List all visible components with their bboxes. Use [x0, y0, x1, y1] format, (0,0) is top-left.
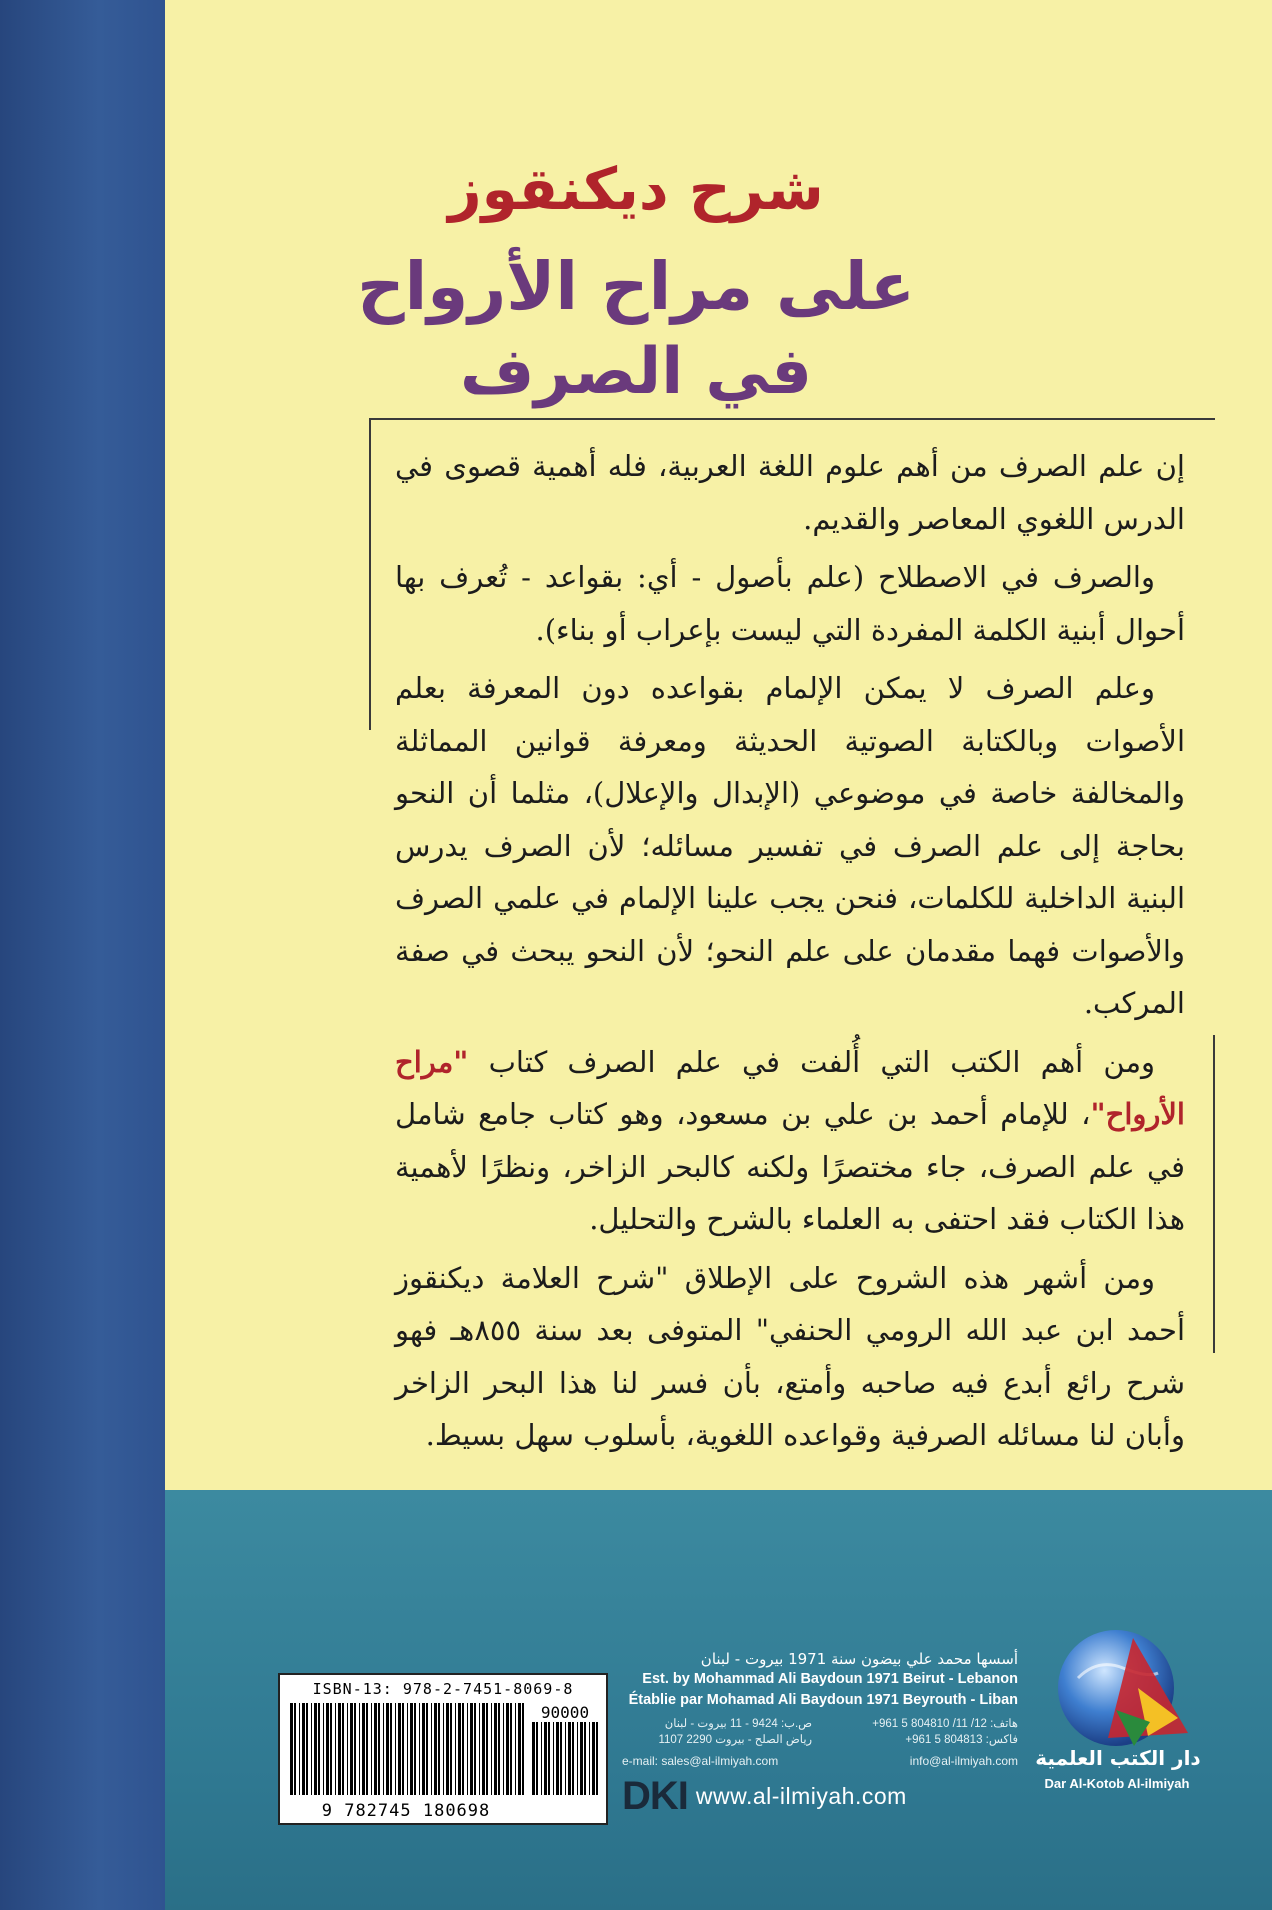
phone-text: هاتف: 12/ 11/ 804810 5 961+ [872, 1718, 1018, 1730]
addon-number: 90000 [532, 1703, 598, 1722]
blurb-paragraph: ومن أشهر هذه الشروح على الإطلاق "شرح العلامة ديكنقوز أحمد ابن عبد الله الرومي الحنفي" المتوفى بعد سنة ٨٥٥هـ فهو شرح رائع أبدع فيه صاحبه وأمتع، بأن فسر لنا هذا البحر الزاخر وأبان لنا مسائله الصرفية وقواعده اللغوية، بأسلوب سهل بسيط. [395, 1260, 1186, 1452]
ean-number: 9 782745 180698 [284, 1801, 528, 1821]
blurb-paragraph: إن علم الصرف من أهم علوم اللغة العربية، فله أهمية قصوى في الدرس اللغوي المعاصر والقديم. [395, 449, 1185, 536]
riad-text: رياض الصلح - بيروت 2290 1107 [658, 1734, 813, 1746]
publisher-info [622, 1650, 1018, 1819]
blurb-paragraph [395, 1036, 1185, 1246]
publisher-name-english: Dar Al-Kotob Al-ilmiyah [1044, 1776, 1190, 1791]
publisher-name-arabic: دار الكتب العلمية [1035, 1746, 1201, 1770]
website-link[interactable]: www.al-ilmiyah.com [695, 1783, 907, 1809]
founded-arabic: أسسها محمد علي بيضون سنة 1971 بيروت - لبنان [700, 1650, 1018, 1668]
blurb-text: ومن أهم الكتب التي أُلفت في علم الصرف كتاب [468, 1044, 1155, 1079]
phone-col [828, 1716, 1018, 1748]
frame-left-line [369, 418, 371, 730]
founded-english: Est. by Mohammad Ali Baydoun 1971 Beirut - Lebanon [642, 1671, 1018, 1687]
sales-email[interactable]: e-mail: sales@al-ilmiyah.com [622, 1754, 779, 1768]
website-row [622, 1774, 1018, 1819]
book-title-line1: شرح ديكنقوز [448, 155, 824, 223]
blurb-paragraph: والصرف في الاصطلاح (علم بأصول - أي: بقواعد - تُعرف بها أحوال أبنية الكلمة المفردة التي ليست بإعراب أو بناء). [395, 560, 1185, 647]
pobox-text: ص.ب: 9424 - 11 بيروت - لبنان [664, 1718, 813, 1730]
dki-logo: DKI [622, 1774, 688, 1818]
frame-right-line [1213, 1035, 1215, 1353]
address-col [622, 1716, 812, 1748]
barcode-block [278, 1673, 608, 1825]
email-row [622, 1754, 1018, 1768]
blurb-paragraph: وعلم الصرف لا يمكن الإلمام بقواعده دون المعرفة بعلم الأصوات وبالكتابة الصوتية الحديثة ومعرفة قوانين المماثلة والمخالفة خاصة في موضوعي (الإبدال والإعلال)، مثلما أن النحو بحاجة إلى علم الصرف في تفسير مسائله؛ لأن الصرف يدرس البنية الداخلية للكلمات، فنحن يجب علينا الإلمام في علمي الصرف والأصوات فهما مقدمان على علم النحو؛ لأن النحو يبحث في صفة المركب. [395, 671, 1185, 1020]
book-title-line3: في الصرف [459, 335, 813, 409]
fax-text: فاكس: 804813 5 961+ [905, 1734, 1018, 1746]
info-email[interactable]: info@al-ilmiyah.com [909, 1754, 1018, 1768]
barcode-icon [290, 1703, 526, 1795]
isbn-label: ISBN-13: 978-2-7451-8069-8 [312, 1680, 574, 1698]
contact-block [622, 1716, 1018, 1748]
book-name-highlight: "مراح الأرواح" [395, 1044, 1185, 1131]
blurb-text: ، للإمام أحمد بن علي بن مسعود، وهو كتاب جامع شامل في علم الصرف، جاء مختصرًا ولكنه كالبحر الزاخر، ونظرًا لأهمية هذا الكتاب فقد احتفى به العلماء بالشرح والتحليل. [395, 1097, 1185, 1236]
book-title-line2: على مراح الأرواح [357, 248, 915, 325]
blurb [395, 440, 1185, 1468]
frame-top-line [369, 418, 1215, 420]
founded-french: Établie par Mohamad Ali Baydoun 1971 Beyrouth - Liban [628, 1692, 1018, 1708]
